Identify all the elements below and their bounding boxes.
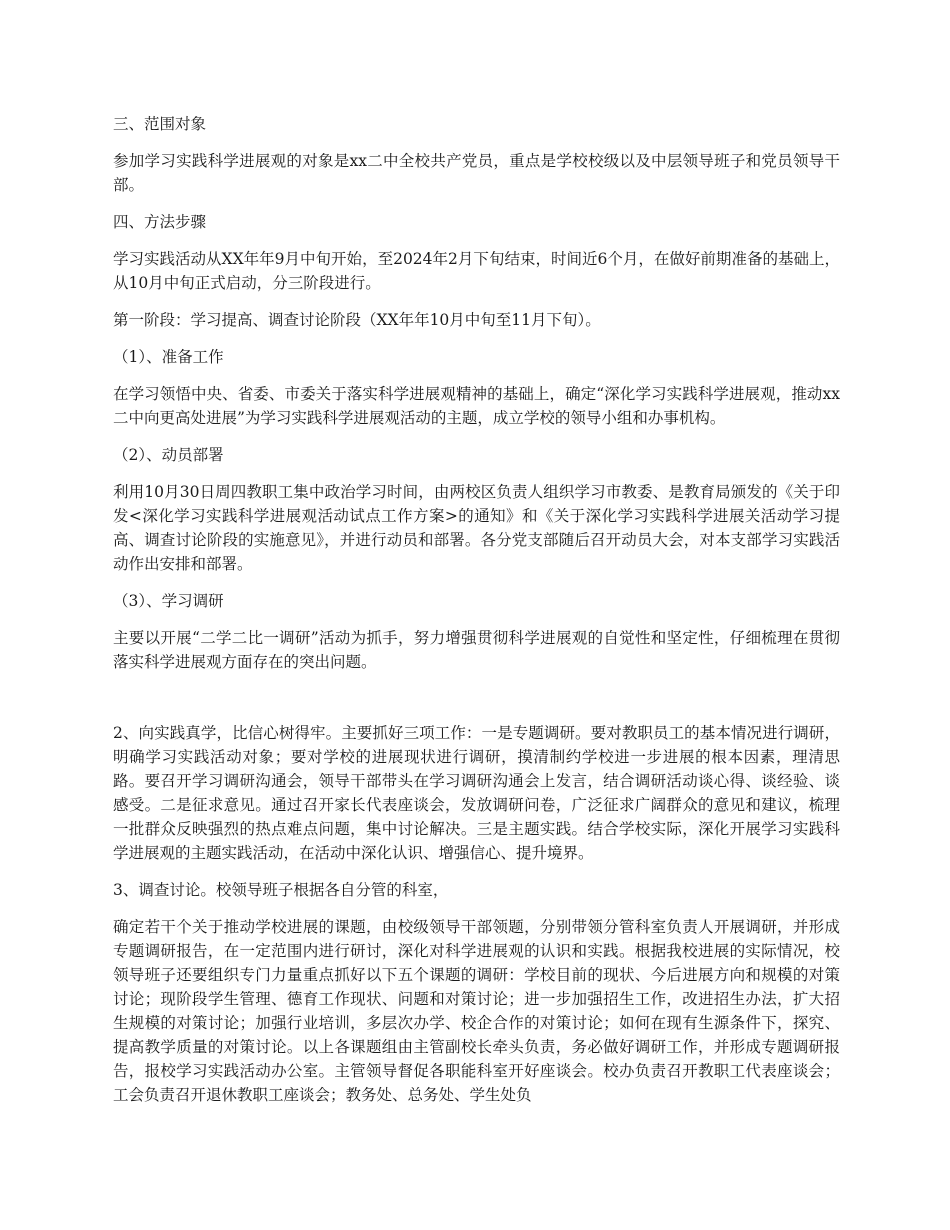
blank-gap xyxy=(113,687,840,721)
paragraph-scope-body: 参加学习实践科学进展观的对象是xx二中全校共产党员，重点是学校校级以及中层领导班子和党员领导干部。 xyxy=(113,152,840,194)
paragraph-phase-one: 第一阶段：学习提高、调查讨论阶段（XX年年10月中旬至11月下旬）。 xyxy=(113,311,601,329)
section-heading-methods: 四、方法步骤 xyxy=(113,213,207,231)
paragraph-research: 主要以开展“二学二比一调研”活动为抓手，努力增强贯彻科学进展观的自觉性和坚定性，仔细梳理在贯彻落实科学进展观方面存在的突出问题。 xyxy=(113,629,840,671)
paragraph-practice: 2、向实践真学，比信心树得牢。主要抓好三项工作：一是专题调研。要对教职员工的基本情况进行调研，明确学习实践活动对象；要对学校的进展现状进行调研，摸清制约学校进一步进展的根本因素，理清思路。要召开学习调研沟通会，领导干部带头在学习调研沟通会上发言，结合调研活动谈心得、谈经验、谈感受。二是征求意见。通过召开家长代表座谈会，发放调研问卷，广泛征求广阔群众的意见和建议，梳理一批群众反映强烈的热点难点问题，集中讨论解决。三是主题实践。结合学校实际，深化开展学习实践科学进展观的主题实践活动，在活动中深化认识、增强信心、提升境界。 xyxy=(113,724,840,862)
paragraph-preparation: 在学习领悟中央、省委、市委关于落实科学进展观精神的基础上，确定“深化学习实践科学进展观，推动xx二中向更高处进展”为学习实践科学进展观活动的主题，成立学校的领导小组和办事机构。 xyxy=(113,385,840,427)
subheading-mobilization: （2）、动员部署 xyxy=(113,446,224,464)
subheading-research: （3）、学习调研 xyxy=(113,592,224,610)
paragraph-investigation-intro: 3、调查讨论。校领导班子根据各自分管的科室， xyxy=(113,881,449,899)
subheading-preparation: （1）、准备工作 xyxy=(113,348,224,366)
paragraph-timeline: 学习实践活动从XX年年9月中旬开始，至2024年2月下旬结束，时间近6个月，在做好前期准备的基础上，从10月中旬正式启动，分三阶段进行。 xyxy=(113,250,840,292)
paragraph-mobilization: 利用10月30日周四教职工集中政治学习时间，由两校区负责人组织学习市教委、是教育局颁发的《关于印发<深化学习实践科学进展观活动试点工作方案>的通知》和《关于深化学习实践科学进展关活动学习提高、调查讨论阶段的实施意见》，并进行动员和部署。各分党支部随后召开动员大会，对本支部学习实践活动作出安排和部署。 xyxy=(113,483,840,573)
section-heading-scope: 三、范围对象 xyxy=(113,115,207,133)
paragraph-investigation-detail: 确定若干个关于推动学校进展的课题，由校级领导干部领题，分别带领分管科室负责人开展调研，并形成专题调研报告，在一定范围内进行研讨，深化对科学进展观的认识和实践。根据我校进展的实际情况，校领导班子还要组织专门力量重点抓好以下五个课题的调研：学校目前的现状、今后进展方向和规模的对策讨论；现阶段学生管理、德育工作现状、问题和对策讨论；进一步加强招生工作，改进招生办法，扩大招生规模的对策讨论；加强行业培训，多层次办学、校企合作的对策讨论；如何在现有生源条件下，探究、提高教学质量的对策讨论。以上各课题组由主管副校长牵头负责，务必做好调研工作，并形成专题调研报告，报校学习实践活动办公室。主管领导督促各职能科室开好座谈会。校办负责召开教职工代表座谈会；工会负责召开退休教职工座谈会；教务处、总务处、学生处负 xyxy=(113,918,840,1104)
